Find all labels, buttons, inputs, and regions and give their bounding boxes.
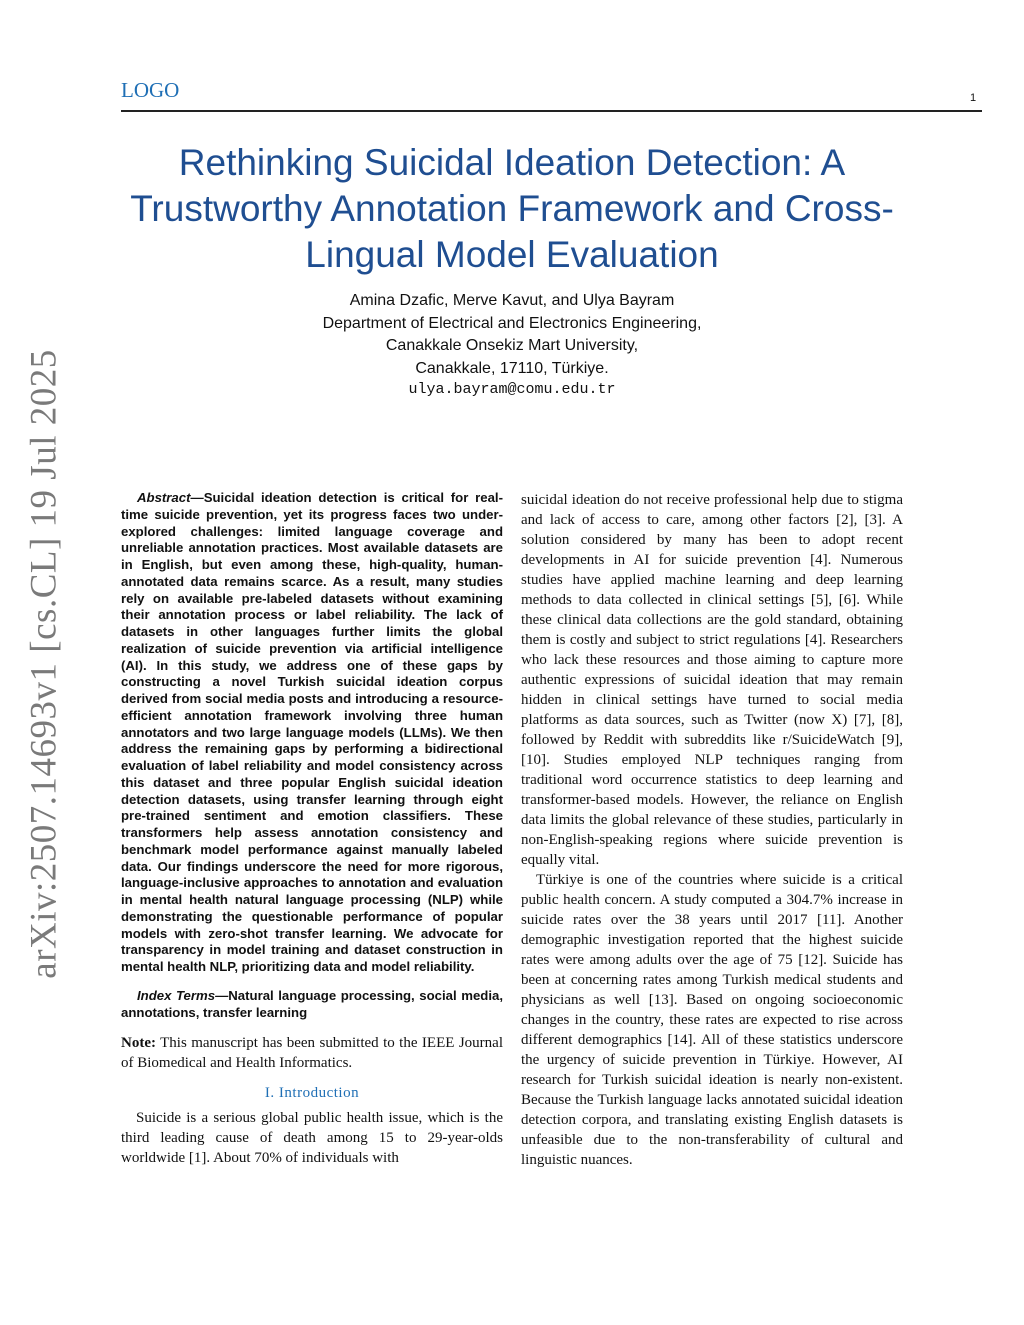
note-label: Note: bbox=[121, 1035, 156, 1052]
submission-note bbox=[121, 1033, 503, 1073]
authors: Amina Dzafic, Merve Kavut, and Ulya Bayram bbox=[349, 292, 675, 309]
journal-logo: LOGO bbox=[121, 78, 180, 102]
index-terms-label: Index Terms— bbox=[137, 987, 229, 1003]
paper-title: Rethinking Suicidal Ideation Detection: A Trustworthy Annotation Framework and Cross-Lingual Model Evaluation bbox=[130, 142, 894, 275]
arxiv-stamp: arXiv:2507.14693v1 [cs.CL] 19 Jul 2025 bbox=[23, 349, 65, 979]
location: Canakkale, 17110, Türkiye. bbox=[415, 359, 609, 377]
note-text: This manuscript has been submitted to the IEEE Journal of Biomedical and Health Informatics. bbox=[121, 1035, 503, 1072]
intro-paragraph-1: Suicide is a serious global public health issue, which is the third leading cause of death among 15 to 29-year-olds worldwide [1]. About 70% of individuals with bbox=[121, 1110, 503, 1167]
abstract bbox=[121, 490, 503, 976]
author-block bbox=[121, 290, 903, 380]
author-email: ulya.bayram@comu.edu.tr bbox=[408, 381, 616, 398]
index-terms-text: Natural language processing, social media, annotations, transfer learning bbox=[121, 987, 503, 1020]
header-rule bbox=[121, 110, 982, 112]
abstract-label: Abstract— bbox=[137, 490, 204, 505]
intro-paragraph-1-continued: suicidal ideation do not receive professional help due to stigma and lack of access to care, among other factors [2], [3]. A solution considered by many has been to adopt recent developments in AI for suicide prevention [4]. Numerous studies have applied machine learning and deep learning methods to data collected in clinical settings [5], [6]. While these clinical data collections are the gold standard, obtaining them is costly and subject to strict regulations [4]. Researchers who lack these resources and those aiming to capture more authentic expressions of suicidal ideation that may remain hidden in clinical settings have turned to social media platforms as data sources, such as Twitter (now X) [7], [8], followed by Reddit with subreddits like r/SuicideWatch [9], [10]. Studies employed NLP techniques ranging from traditional word occurrence statistics to deep learning and transformer-based models. However, the reliance on English data limits the global relevance of these studies, particularly in non-English-speaking regions where suicide prevention is equally vital. bbox=[521, 492, 903, 868]
index-terms bbox=[121, 988, 503, 1022]
section-heading-introduction: I. Introduction bbox=[264, 1085, 360, 1102]
right-column bbox=[521, 490, 903, 1170]
department: Department of Electrical and Electronics Engineering, bbox=[322, 314, 702, 332]
abstract-text: Suicidal ideation detection is critical for real-time suicide prevention, yet its progress faces two under-explored challenges: limited language coverage and unreliable annotation practices. Most available datasets are in English, but even among these, high-quality, human-annotated data remains scarce. As a result, many studies rely on available pre-labeled datasets without examining their annotation process or label reliability. The lack of datasets in other languages further limits the global realization of suicide prevention via artificial intelligence (AI). In this study, we address one of these gaps by constructing a novel Turkish suicidal ideation corpus derived from social media posts and introducing a resource-efficient annotation framework involving three human annotators and two large language models (LLMs). We then address the remaining gaps by performing a bidirectional evaluation of label reliability and model consistency across this dataset and three popular English suicidal ideation detection datasets, using transfer learning through eight pre-trained sentiment and emotion classifiers. These transformers help assess annotation consistency and benchmark model performance against manually labeled data. Our findings underscore the need for more rigorous, language-inclusive approaches to annotation and evaluation in mental health natural language processing (NLP) while demonstrating the questionable performance of popular models with zero-shot transfer learning. We advocate for transparency in model training and dataset construction in mental health NLP, prioritizing data and model reliability. bbox=[121, 490, 503, 974]
intro-paragraph-2: Türkiye is one of the countries where suicide is a critical public health concern. A study computed a 304.7% increase in suicide rates over the 38 years until 2017 [11]. Another demographic investigation reported that the highest suicide rates were among adults over the age of 75 [12]. Suicide has been at concerning rates among Turkish medical students and physicians as well [13]. Based on ongoing socioeconomic changes in the country, these rates are expected to rise across different demographics [14]. All of these statistics underscore the urgency of suicide prevention in Türkiye. However, AI research for Turkish suicidal ideation is nearly non-existent. Because the Turkish language lacks annotated suicidal ideation detection corpora, and translating existing English datasets is unfeasible due to the non-transferability of cultural and linguistic nuances. bbox=[521, 872, 903, 1168]
university: Canakkale Onsekiz Mart University, bbox=[385, 337, 639, 354]
left-column bbox=[121, 490, 503, 1168]
page-number: 1 bbox=[970, 92, 977, 104]
